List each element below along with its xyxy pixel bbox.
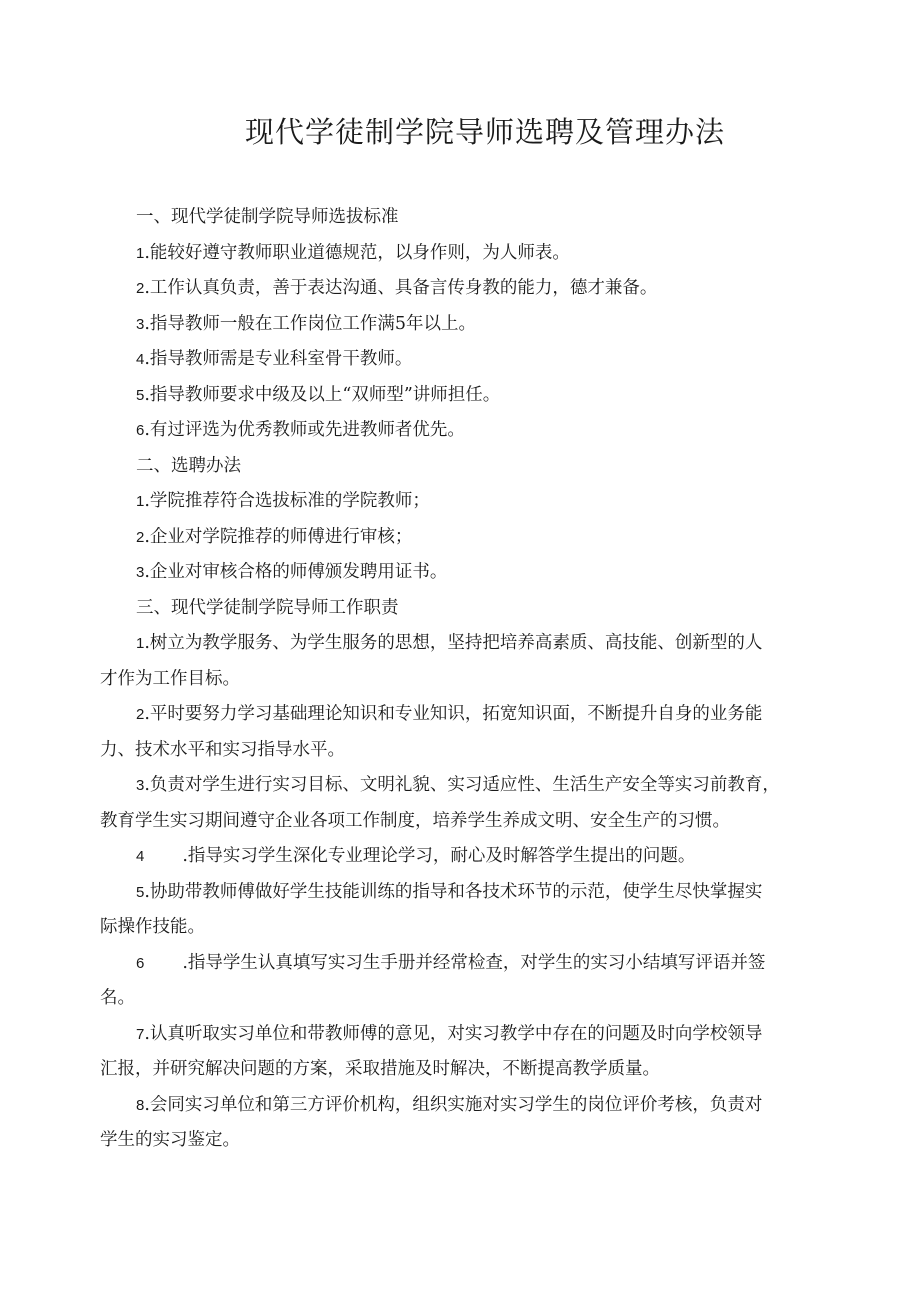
section-heading-2: 二、选聘办法 bbox=[136, 455, 241, 476]
document-body bbox=[100, 200, 830, 1159]
list-item: 5.指导教师要求中级及以上“双师型”讲师担任。 bbox=[136, 384, 501, 405]
list-item: 6 .指导学生认真填写实习生手册并经常检查，对学生的实习小结填写评语并签 名。 bbox=[100, 952, 766, 1008]
list-item: 2.工作认真负责，善于表达沟通、具备言传身教的能力，德才兼备。 bbox=[136, 278, 658, 298]
list-item: 4 .指导实习学生深化专业理论学习，耐心及时解答学生提出的问题。 bbox=[136, 846, 696, 866]
list-item: 3.指导教师一般在工作岗位工作满5年以上。 bbox=[136, 313, 477, 334]
section-heading-3: 三、现代学徒制学院导师工作职责 bbox=[136, 597, 399, 618]
list-item: 5.协助带教师傅做好学生技能训练的指导和各技术环节的示范，使学生尽快掌握实 际操作技能。 bbox=[100, 881, 763, 937]
section-heading-1: 一、现代学徒制学院导师选拔标准 bbox=[136, 207, 399, 227]
list-item: 6.有过评选为优秀教师或先进教师者优先。 bbox=[136, 420, 465, 440]
list-item: 3.负责对学生进行实习目标、文明礼貌、实习适应性、生活生产安全等实习前教育， 教育学生实习期间遵守企业各项工作制度，培养学生养成文明、安全生产的习惯。 bbox=[100, 775, 780, 831]
list-item: 7.认真听取实习单位和带教师傅的意见，对实习教学中存在的问题及时向学校领导 汇报，并研究解决问题的方案，采取措施及时解决，不断提高教学质量。 bbox=[100, 1023, 763, 1079]
page-title: 现代学徒制学院导师选聘及管理办法 bbox=[244, 115, 725, 149]
list-item: 4.指导教师需是专业科室骨干教师。 bbox=[136, 349, 413, 369]
list-item: 1.树立为教学服务、为学生服务的思想，坚持把培养高素质、高技能、创新型的人 才作为工作目标。 bbox=[100, 633, 763, 689]
list-item: 1.能较好遵守教师职业道德规范，以身作则，为人师表。 bbox=[136, 242, 570, 263]
list-item: 2.平时要努力学习基础理论知识和专业知识，拓宽知识面，不断提升自身的业务能 力、技术水平和实习指导水平。 bbox=[100, 704, 763, 760]
list-item: 1.学院推荐符合选拔标准的学院教师； bbox=[136, 491, 430, 511]
list-item: 3.企业对审核合格的师傅颁发聘用证书。 bbox=[136, 562, 448, 582]
list-item: 2.企业对学院推荐的师傅进行审核； bbox=[136, 526, 413, 547]
list-item: 8.会同实习单位和第三方评价机构，组织实施对实习学生的岗位评价考核，负责对 学生的实习鉴定。 bbox=[100, 1094, 763, 1150]
